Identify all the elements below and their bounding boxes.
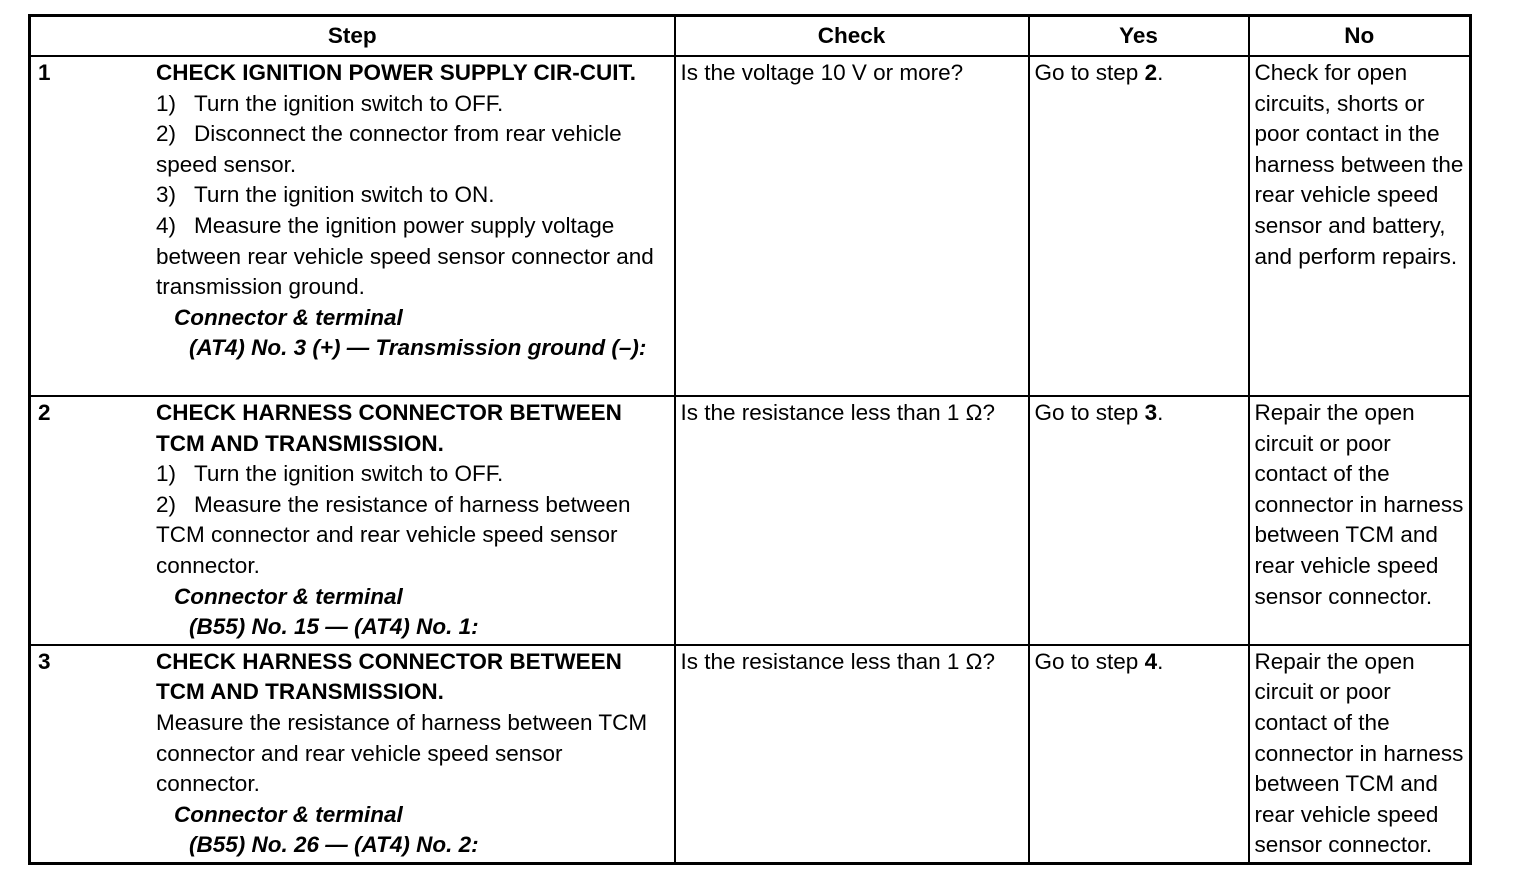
yes-cell — [1029, 645, 1249, 864]
procedure-number: 1) — [156, 461, 177, 487]
yes-prefix: Go to step — [1034, 60, 1145, 85]
procedure-number: 3) — [156, 182, 177, 208]
header-no: No — [1249, 16, 1471, 57]
connector-heading: Connector & terminal — [174, 801, 403, 827]
yes-cell — [1029, 56, 1249, 396]
yes-cell — [1029, 396, 1249, 645]
yes-step-number: 2 — [1144, 60, 1158, 85]
yes-step-number: 4 — [1144, 648, 1158, 674]
check-cell: Is the voltage 10 V or more? — [675, 56, 1029, 396]
connector-terminal: (AT4) No. 3 (+) — Transmission ground (–): — [189, 335, 647, 361]
check-cell: Is the resistance less than 1 Ω? — [675, 396, 1029, 645]
table-row — [30, 645, 1471, 864]
procedure-item — [156, 89, 670, 120]
step-title: CHECK HARNESS CONNECTOR BETWEEN TCM AND TRANSMISSION. — [156, 400, 622, 456]
connector-terminal: (B55) No. 26 — (AT4) No. 2: — [189, 832, 479, 858]
step-number: 3 — [38, 648, 51, 674]
procedure-text: Turn the ignition switch to ON. — [194, 182, 495, 208]
procedure-item — [156, 490, 670, 582]
step-cell — [30, 645, 675, 864]
procedure-number: 1) — [156, 90, 177, 116]
check-cell: Is the resistance less than 1 Ω? — [675, 645, 1029, 864]
table-row — [30, 396, 1471, 645]
step-number: 1 — [38, 60, 51, 85]
procedure-item — [156, 459, 670, 490]
header-yes: Yes — [1029, 16, 1249, 57]
procedure-item — [156, 180, 670, 211]
diagnostic-table — [28, 14, 1472, 865]
procedure-text: Disconnect the connector from rear vehicle speed sensor. — [156, 121, 622, 177]
yes-step-number: 3 — [1144, 400, 1158, 425]
header-check: Check — [675, 16, 1029, 57]
procedure-item — [156, 211, 670, 303]
step-cell — [30, 396, 675, 645]
step-cell — [30, 56, 675, 396]
table-row — [30, 56, 1471, 396]
yes-prefix: Go to step — [1034, 400, 1145, 425]
procedure-item — [156, 119, 670, 180]
procedure-number: 2) — [156, 491, 177, 517]
step-number: 2 — [38, 400, 51, 425]
procedure-text: Measure the ignition power supply voltage between rear vehicle speed sensor connector and transmission ground. — [156, 212, 654, 300]
connector-terminal: (B55) No. 15 — (AT4) No. 1: — [189, 614, 479, 640]
procedure-text: Turn the ignition switch to OFF. — [194, 90, 504, 116]
yes-suffix: . — [1157, 60, 1164, 85]
procedure-text: Measure the resistance of harness between TCM connector and rear vehicle speed sensor connector. — [156, 709, 648, 797]
procedure-text: Measure the resistance of harness between TCM connector and rear vehicle speed sensor connector. — [156, 491, 631, 578]
connector-heading: Connector & terminal — [174, 304, 403, 330]
step-title: CHECK HARNESS CONNECTOR BETWEEN TCM AND TRANSMISSION. — [156, 648, 622, 705]
no-cell: Check for open circuits, shorts or poor contact in the harness between the rear vehicle speed sensor and battery, and perform repairs. — [1249, 56, 1471, 396]
procedure-number: 4) — [156, 212, 177, 238]
yes-suffix: . — [1157, 648, 1164, 674]
header-row — [30, 16, 1471, 57]
header-step: Step — [30, 16, 675, 57]
connector-heading: Connector & terminal — [174, 583, 403, 609]
step-title: CHECK IGNITION POWER SUPPLY CIR-CUIT. — [156, 60, 637, 85]
no-cell: Repair the open circuit or poor contact of the connector in harness between TCM and rear vehicle speed sensor connector. — [1249, 645, 1471, 864]
yes-suffix: . — [1157, 400, 1164, 425]
procedure-text: Turn the ignition switch to OFF. — [194, 461, 504, 487]
procedure-number: 2) — [156, 121, 177, 147]
yes-prefix: Go to step — [1034, 648, 1145, 674]
no-cell: Repair the open circuit or poor contact of the connector in harness between TCM and rear vehicle speed sensor connector. — [1249, 396, 1471, 645]
